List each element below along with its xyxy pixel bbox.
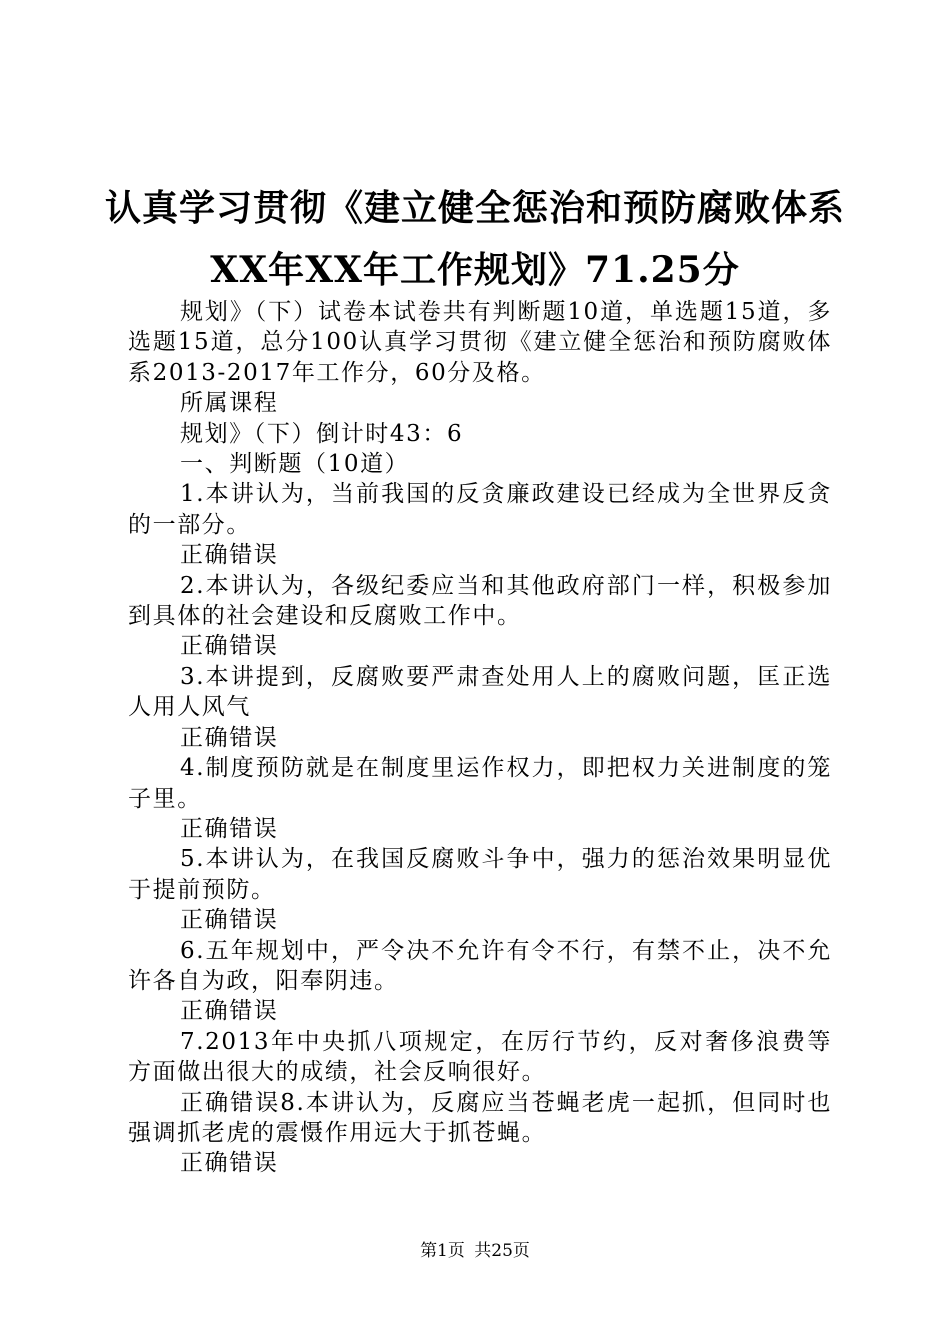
section-heading: 一、判断题（10道） [180,451,410,478]
answer-options-7-question-8: 正确错误8.本讲认为，反腐应当苍蝇老虎一起抓，但同时也强调抓老虎的震慑作用远大于抓苍蝇。 [128,1089,832,1146]
answer-options-8: 正确错误 [180,1150,279,1177]
question-5: 5.本讲认为，在我国反腐败斗争中，强力的惩治效果明显优于提前预防。 [128,846,832,903]
countdown-line: 规划》（下）倒计时43：6 [180,420,464,447]
answer-options-3: 正确错误 [180,724,279,751]
question-1: 1.本讲认为，当前我国的反贪廉政建设已经成为全世界反贪的一部分。 [128,481,832,538]
question-2: 2.本讲认为，各级纪委应当和其他政府部门一样，积极参加到具体的社会建设和反腐败工作中。 [128,572,832,630]
question-4: 4.制度预防就是在制度里运作权力，即把权力关进制度的笼子里。 [128,755,832,812]
document-body [128,297,832,1179]
answer-options-2: 正确错误 [180,633,279,660]
document-title-line-1: 认真学习贯彻《建立健全惩治和预防腐败体系 [104,187,845,229]
question-7: 7.2013年中央抓八项规定，在厉行节约，反对奢侈浪费等方面做出很大的成绩，社会反响很好。 [128,1028,832,1086]
question-3: 3.本讲提到，反腐败要严肃查处用人上的腐败问题，匡正选人用人风气 [128,663,832,721]
question-6: 6.五年规划中，严令决不允许有令不行，有禁不止，决不允许各自为政，阳奉阴违。 [128,937,832,994]
answer-options-1: 正确错误 [180,542,279,569]
answer-options-5: 正确错误 [180,907,279,934]
page-footer: 第1页 共25页 [420,1241,530,1261]
course-label: 所属课程 [180,390,279,417]
answer-options-6: 正确错误 [180,998,279,1025]
document-title-line-2: XX年XX年工作规划》71.25分 [210,249,740,291]
intro-paragraph: 规划》（下）试卷本试卷共有判断题10道，单选题15道，多选题15道，总分100认真学习贯彻《建立健全惩治和预防腐败体系2013-2017年工作分，60分及格。 [128,299,832,386]
answer-options-4: 正确错误 [180,815,279,842]
